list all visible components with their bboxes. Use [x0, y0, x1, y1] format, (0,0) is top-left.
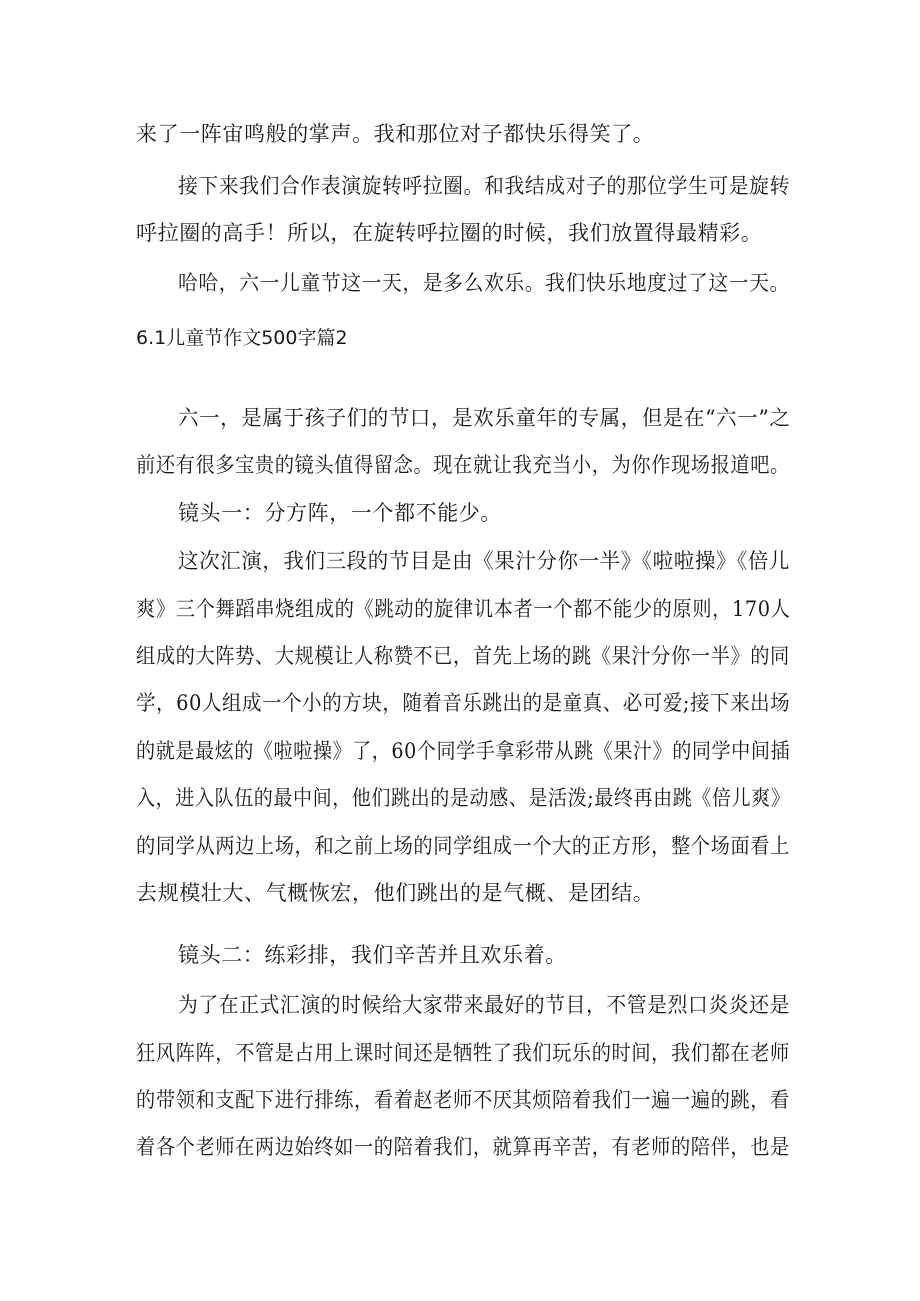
text-line: 前还有很多宝贵的镜头值得留念。现在就让我充当小，为你作现场报道吧。: [136, 453, 790, 477]
text-line: 呼拉圈的高手！所以，在旋转呼拉圈的时候，我们放置得最精彩。: [136, 221, 763, 245]
text-line: 六一，是属于孩子们的节口，是欢乐童年的专属，但是在“六一”之: [178, 406, 791, 430]
text-line: 的带领和支配下进行排练，看着赵老师不厌其烦陪着我们一遍一遍的跳，看: [136, 1088, 790, 1112]
text-line: 镜头一：分方阵，一个都不能少。: [178, 501, 502, 525]
text-line: 学，60人组成一个小的方块，随着音乐跳出的是童真、必可爱;接下来出场: [136, 691, 791, 715]
text-line: 去规模壮大、气概恢宏，他们跳出的是气概、是团结。: [136, 881, 655, 905]
text-line: 组成的大阵势、大规模让人称赞不已，首先上场的跳《果汁分你一半》的同: [136, 644, 790, 668]
text-line: 这次汇演，我们三段的节目是由《果汁分你一半》《啦啦操》《倍儿: [178, 549, 791, 573]
text-line: 着各个老师在两边始终如一的陪着我们，就算再辛苦，有老师的陪伴，也是: [136, 1135, 790, 1159]
text-line: 爽》三个舞蹈串烧组成的《跳动的旋律讥本者一个都不能少的原则，170人: [136, 597, 791, 621]
text-line: 来了一阵宙鸣般的掌声。我和那位对子都快乐得笑了。: [136, 122, 655, 146]
text-line: 镜头二：练彩排，我们辛苦并且欢乐着。: [178, 943, 567, 967]
text-line: 为了在正式汇演的时候给大家带来最好的节目，不管是烈口炎炎还是: [178, 993, 790, 1017]
section-heading: 6.1儿童节作文500字篇2: [136, 327, 348, 349]
text-line: 的就是最炫的《啦啦操》了，60个同学手拿彩带从跳《果汁》的同学中间插: [136, 739, 791, 763]
text-line: 接下来我们合作表演旋转呼拉圈。和我结成对子的那位学生可是旋转: [178, 174, 790, 198]
text-line: 哈哈，六一儿童节这一天，是多么欢乐。我们快乐地度过了这一天。: [178, 271, 790, 295]
text-line: 入，进入队伍的最中间，他们跳出的是动感、是活泼;最终再由跳《倍儿爽》: [136, 786, 791, 810]
text-line: 狂风阵阵，不管是占用上课时间还是牺牲了我们玩乐的时间，我们都在老师: [136, 1041, 790, 1065]
text-line: 的同学从两边上场，和之前上场的同学组成一个大的正方形，整个场面看上: [136, 834, 790, 858]
